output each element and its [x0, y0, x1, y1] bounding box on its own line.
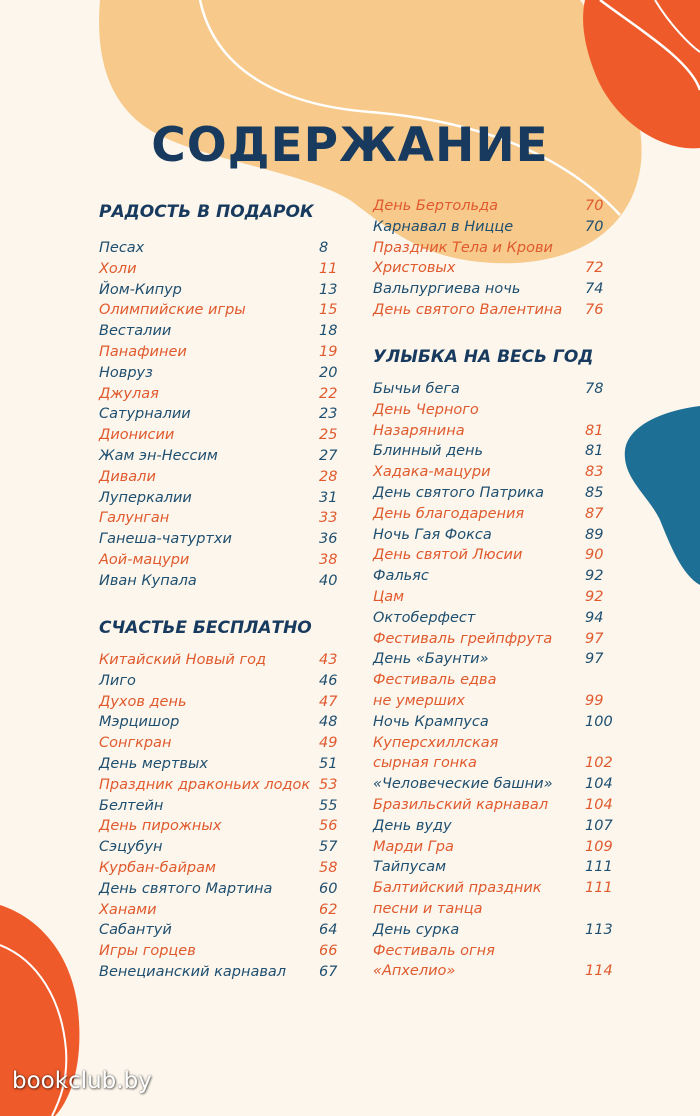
- toc-entry-title: Балтийский праздник: [373, 880, 542, 897]
- toc-entry-page-number: 104: [585, 776, 613, 793]
- section-heading: РАДОСТЬ В ПОДАРОК: [99, 202, 314, 222]
- toc-entry[interactable]: [373, 941, 615, 962]
- toc-entry[interactable]: [373, 712, 615, 733]
- toc-entry-page-number: 55: [319, 797, 338, 814]
- toc-entry-page-number: 78: [585, 381, 604, 397]
- toc-entry-title: Иван Купала: [99, 572, 197, 589]
- toc-entry-title: Сатурналии: [99, 406, 191, 423]
- toc-entry-title: Духов день: [99, 693, 187, 710]
- toc-entry-page-number: 97: [585, 630, 604, 647]
- toc-entry-title: Сонгкран: [99, 735, 172, 752]
- toc-entry-page-number: 104: [585, 797, 613, 813]
- toc-entry-title: Аой-мацури: [99, 552, 190, 568]
- toc-entry[interactable]: [373, 649, 615, 670]
- toc-entry[interactable]: [373, 878, 615, 899]
- toc-entry-title: Христовых: [373, 260, 456, 277]
- toc-entry-title: День вуду: [373, 817, 452, 834]
- toc-entry-title: Фестиваль грейпфрута: [373, 630, 553, 647]
- toc-entry[interactable]: [373, 608, 615, 629]
- toc-entry-title: Блинный день: [373, 443, 484, 460]
- toc-entry-title: День пирожных: [99, 818, 222, 835]
- toc-entry[interactable]: [373, 400, 615, 421]
- toc-entry-title: Бычьи бега: [373, 381, 460, 397]
- toc-entry-title: Олимпийские игры: [99, 302, 246, 319]
- toc-entry-page-number: 53: [319, 776, 338, 793]
- toc-entry-title: Праздник драконьих лодок: [99, 776, 311, 793]
- toc-entry-title: День «Баунти»: [373, 651, 489, 668]
- toc-entry[interactable]: [373, 733, 615, 754]
- teal-blob-shape: [625, 406, 700, 585]
- toc-entry-page-number: 36: [319, 531, 338, 548]
- toc-entry-title: Сэцубун: [99, 839, 163, 856]
- toc-entry[interactable]: [373, 217, 615, 238]
- toc-entry-page-number: 109: [585, 838, 613, 855]
- toc-entry-page-number: 94: [585, 609, 604, 626]
- toc-entry[interactable]: [373, 961, 615, 982]
- toc-entry[interactable]: [99, 529, 349, 550]
- toc-entry-page-number: 114: [585, 963, 613, 980]
- toc-entry[interactable]: [373, 300, 615, 321]
- toc-entry[interactable]: [373, 774, 615, 795]
- toc-entry[interactable]: [99, 879, 349, 900]
- toc-entry[interactable]: [99, 321, 349, 342]
- toc-entry[interactable]: [99, 941, 349, 962]
- toc-entry[interactable]: [99, 962, 349, 983]
- toc-entry[interactable]: [373, 753, 615, 774]
- toc-entry-title: Холи: [99, 260, 137, 277]
- toc-entry-page-number: 64: [319, 922, 338, 939]
- toc-entry[interactable]: [99, 900, 349, 921]
- toc-entry[interactable]: [99, 837, 349, 858]
- toc-entry-title: Мэрцишор: [99, 714, 180, 731]
- toc-entry-page-number: 40: [319, 572, 338, 589]
- toc-entry-page-number: 8: [319, 240, 329, 256]
- toc-entry-page-number: 47: [319, 693, 338, 710]
- toc-entry-page-number: 67: [319, 964, 338, 980]
- toc-entry-title: Игры горцев: [99, 943, 196, 960]
- toc-entry-title: Вальпургиева ночь: [373, 281, 521, 298]
- toc-entry-page-number: 19: [319, 344, 338, 360]
- toc-entry-page-number: 70: [585, 218, 604, 235]
- toc-entry-page-number: 22: [319, 385, 338, 402]
- toc-entry-page-number: 89: [585, 526, 604, 543]
- toc-entry-title: Сабантуй: [99, 922, 172, 939]
- toc-entry-page-number: 48: [319, 714, 338, 731]
- toc-entry[interactable]: [373, 587, 615, 608]
- page-title: СОДЕРЖАНИЕ: [151, 118, 549, 173]
- toc-entry[interactable]: [99, 858, 349, 879]
- toc-entry-title: Фальяс: [373, 568, 429, 585]
- toc-entry-title: Ночь Крампуса: [373, 713, 489, 730]
- toc-entry-page-number: 83: [585, 464, 604, 481]
- toc-entry[interactable]: [373, 899, 615, 920]
- toc-entry-page-number: 58: [319, 860, 338, 876]
- toc-entry-title: День благодарения: [373, 505, 525, 522]
- toc-entry[interactable]: [373, 504, 615, 525]
- toc-entry[interactable]: [373, 421, 615, 442]
- toc-entry-title: Галунган: [99, 510, 170, 527]
- toc-entry-page-number: 18: [319, 323, 338, 340]
- toc-entry[interactable]: [99, 425, 349, 446]
- toc-entry-title: «Человеческие башни»: [373, 776, 553, 793]
- toc-entry[interactable]: [99, 508, 349, 529]
- toc-entry[interactable]: [373, 816, 615, 837]
- toc-entry[interactable]: [373, 441, 615, 462]
- toc-entry-title: Цам: [373, 589, 405, 605]
- toc-entry-page-number: 92: [585, 589, 604, 605]
- toc-entry-title: Лиго: [99, 672, 136, 689]
- toc-entry[interactable]: [373, 920, 615, 941]
- toc-entry-page-number: 38: [319, 552, 338, 568]
- toc-entry-title: Жам эн-Нессим: [99, 448, 218, 464]
- toc-entry-title: Куперсхиллская: [373, 734, 499, 751]
- toc-entry[interactable]: [373, 379, 615, 400]
- toc-entry-title: Весталии: [99, 323, 172, 340]
- toc-entry-page-number: 43: [319, 652, 338, 668]
- toc-entry-page-number: 99: [585, 693, 604, 709]
- toc-entry-page-number: 33: [319, 510, 338, 527]
- toc-entry[interactable]: [99, 238, 349, 259]
- toc-entry-page-number: 81: [585, 422, 604, 439]
- toc-entry-page-number: 76: [585, 302, 604, 318]
- toc-entry-page-number: 87: [585, 505, 604, 522]
- toc-entry-page-number: 66: [319, 943, 338, 960]
- toc-entry[interactable]: [373, 837, 615, 858]
- toc-entry-page-number: 111: [585, 859, 613, 876]
- toc-entry-title: Тайпусам: [373, 859, 447, 876]
- toc-entry-title: Дивали: [99, 468, 156, 485]
- toc-entry-page-number: 46: [319, 672, 338, 689]
- toc-entry[interactable]: [99, 404, 349, 425]
- toc-entry[interactable]: [99, 671, 349, 692]
- toc-entry-page-number: 111: [585, 880, 613, 897]
- toc-entry-title: Бразильский карнавал: [373, 797, 549, 813]
- toc-entry-title: День святой Люсии: [373, 547, 523, 564]
- toc-entry-title: День Черного: [373, 401, 479, 418]
- toc-entry[interactable]: [99, 920, 349, 941]
- toc-entry-title: Марди Гра: [373, 838, 454, 855]
- toc-entry-title: песни и танца: [373, 901, 483, 917]
- toc-entry-page-number: 70: [585, 198, 604, 214]
- toc-entry[interactable]: [99, 816, 349, 837]
- toc-entry-page-number: 25: [319, 427, 338, 444]
- toc-entry-title: Карнавал в Ницце: [373, 218, 514, 235]
- toc-entry-title: День святого Патрика: [373, 485, 545, 501]
- toc-entry[interactable]: [99, 363, 349, 384]
- toc-entry-page-number: 23: [319, 406, 338, 423]
- toc-entry[interactable]: [99, 733, 349, 754]
- toc-entry-title: День сурка: [373, 921, 460, 938]
- toc-entry-title: Панафинеи: [99, 344, 187, 360]
- toc-entry-title: День мертвых: [99, 756, 208, 772]
- toc-entry[interactable]: [373, 238, 615, 259]
- toc-entry[interactable]: [99, 280, 349, 301]
- toc-entry[interactable]: [99, 650, 349, 671]
- toc-entry-page-number: 92: [585, 568, 604, 585]
- toc-entry-title: Хадака-мацури: [373, 464, 491, 481]
- toc-entry[interactable]: [99, 342, 349, 363]
- toc-entry-title: «Апхелио»: [373, 963, 456, 980]
- toc-entry-page-number: 90: [585, 547, 604, 564]
- toc-entry-title: Фестиваль едва: [373, 672, 497, 689]
- toc-entry[interactable]: [373, 795, 615, 816]
- toc-entry-page-number: 13: [319, 281, 338, 298]
- toc-entry-title: Ганеша-чатуртхи: [99, 531, 232, 548]
- toc-entry[interactable]: [99, 550, 349, 571]
- toc-entry-page-number: 49: [319, 735, 338, 752]
- toc-entry-page-number: 102: [585, 755, 613, 772]
- watermark-text: bookclub.by: [12, 1068, 152, 1094]
- toc-entry[interactable]: [99, 571, 349, 592]
- toc-entry-page-number: 81: [585, 443, 604, 460]
- toc-entry-title: Китайский Новый год: [99, 652, 266, 668]
- toc-entry[interactable]: [99, 384, 349, 405]
- toc-entry[interactable]: [373, 258, 615, 279]
- toc-entry[interactable]: [99, 775, 349, 796]
- toc-entry-page-number: 62: [319, 901, 338, 918]
- toc-entry-title: Йом-Кипур: [99, 281, 182, 298]
- toc-entry-title: Песах: [99, 240, 145, 256]
- toc-entry-title: Луперкалии: [99, 489, 192, 506]
- toc-entry-page-number: 28: [319, 468, 338, 485]
- toc-entry-title: Венецианский карнавал: [99, 964, 287, 980]
- toc-entry-page-number: 56: [319, 818, 338, 835]
- toc-entry[interactable]: [99, 488, 349, 509]
- toc-entry[interactable]: [99, 754, 349, 775]
- toc-entry-title: День святого Мартина: [99, 880, 273, 897]
- toc-entry[interactable]: [373, 196, 615, 217]
- toc-entry-title: Ханами: [99, 901, 157, 918]
- toc-entry-title: не умерших: [373, 693, 465, 709]
- toc-entry-title: День святого Валентина: [373, 302, 563, 318]
- toc-entry-page-number: 85: [585, 485, 604, 501]
- toc-entry-title: Праздник Тела и Крови: [373, 239, 553, 256]
- toc-entry-page-number: 97: [585, 651, 604, 668]
- toc-entry[interactable]: [373, 545, 615, 566]
- toc-entry[interactable]: [99, 300, 349, 321]
- toc-entry[interactable]: [373, 483, 615, 504]
- toc-entry-title: Фестиваль огня: [373, 942, 495, 959]
- toc-entry[interactable]: [99, 796, 349, 817]
- section-heading: УЛЫБКА НА ВЕСЬ ГОД: [373, 347, 594, 367]
- toc-entry-page-number: 60: [319, 880, 338, 897]
- toc-entry[interactable]: [99, 692, 349, 713]
- toc-entry-title: Курбан-байрам: [99, 860, 216, 876]
- toc-entry[interactable]: [373, 857, 615, 878]
- toc-entry-page-number: 72: [585, 260, 604, 277]
- toc-entry-page-number: 51: [319, 756, 338, 772]
- toc-entry-title: Джулая: [99, 385, 159, 402]
- toc-entry[interactable]: [99, 467, 349, 488]
- toc-entry-page-number: 74: [585, 281, 604, 298]
- toc-entry-page-number: 11: [319, 260, 338, 277]
- toc-entry-title: День Бертольда: [373, 198, 498, 214]
- section-heading: СЧАСТЬЕ БЕСПЛАТНО: [99, 618, 312, 638]
- toc-entry-title: Назарянина: [373, 422, 465, 439]
- toc-entry[interactable]: [373, 525, 615, 546]
- toc-entry-page-number: 113: [585, 921, 613, 938]
- toc-entry[interactable]: [373, 566, 615, 587]
- toc-entry[interactable]: [373, 629, 615, 650]
- toc-entry-page-number: 57: [319, 839, 338, 856]
- toc-entry[interactable]: [99, 712, 349, 733]
- toc-entry-page-number: 31: [319, 489, 338, 506]
- toc-entry-page-number: 100: [585, 713, 613, 730]
- toc-entry-title: Октоберфест: [373, 609, 476, 626]
- toc-entry[interactable]: [99, 259, 349, 280]
- toc-entry-title: Дионисии: [99, 427, 175, 444]
- toc-entry[interactable]: [99, 446, 349, 467]
- toc-entry[interactable]: [373, 670, 615, 691]
- toc-entry-title: сырная гонка: [373, 755, 477, 772]
- toc-entry[interactable]: [373, 462, 615, 483]
- toc-entry-title: Новруз: [99, 364, 153, 381]
- toc-entry[interactable]: [373, 691, 615, 712]
- toc-entry-title: Ночь Гая Фокса: [373, 526, 492, 543]
- toc-entry-page-number: 107: [585, 817, 613, 834]
- toc-entry-title: Белтейн: [99, 797, 164, 814]
- toc-entry-page-number: 20: [319, 364, 338, 381]
- toc-entry[interactable]: [373, 279, 615, 300]
- toc-entry-page-number: 27: [319, 448, 338, 464]
- toc-entry-page-number: 15: [319, 302, 338, 319]
